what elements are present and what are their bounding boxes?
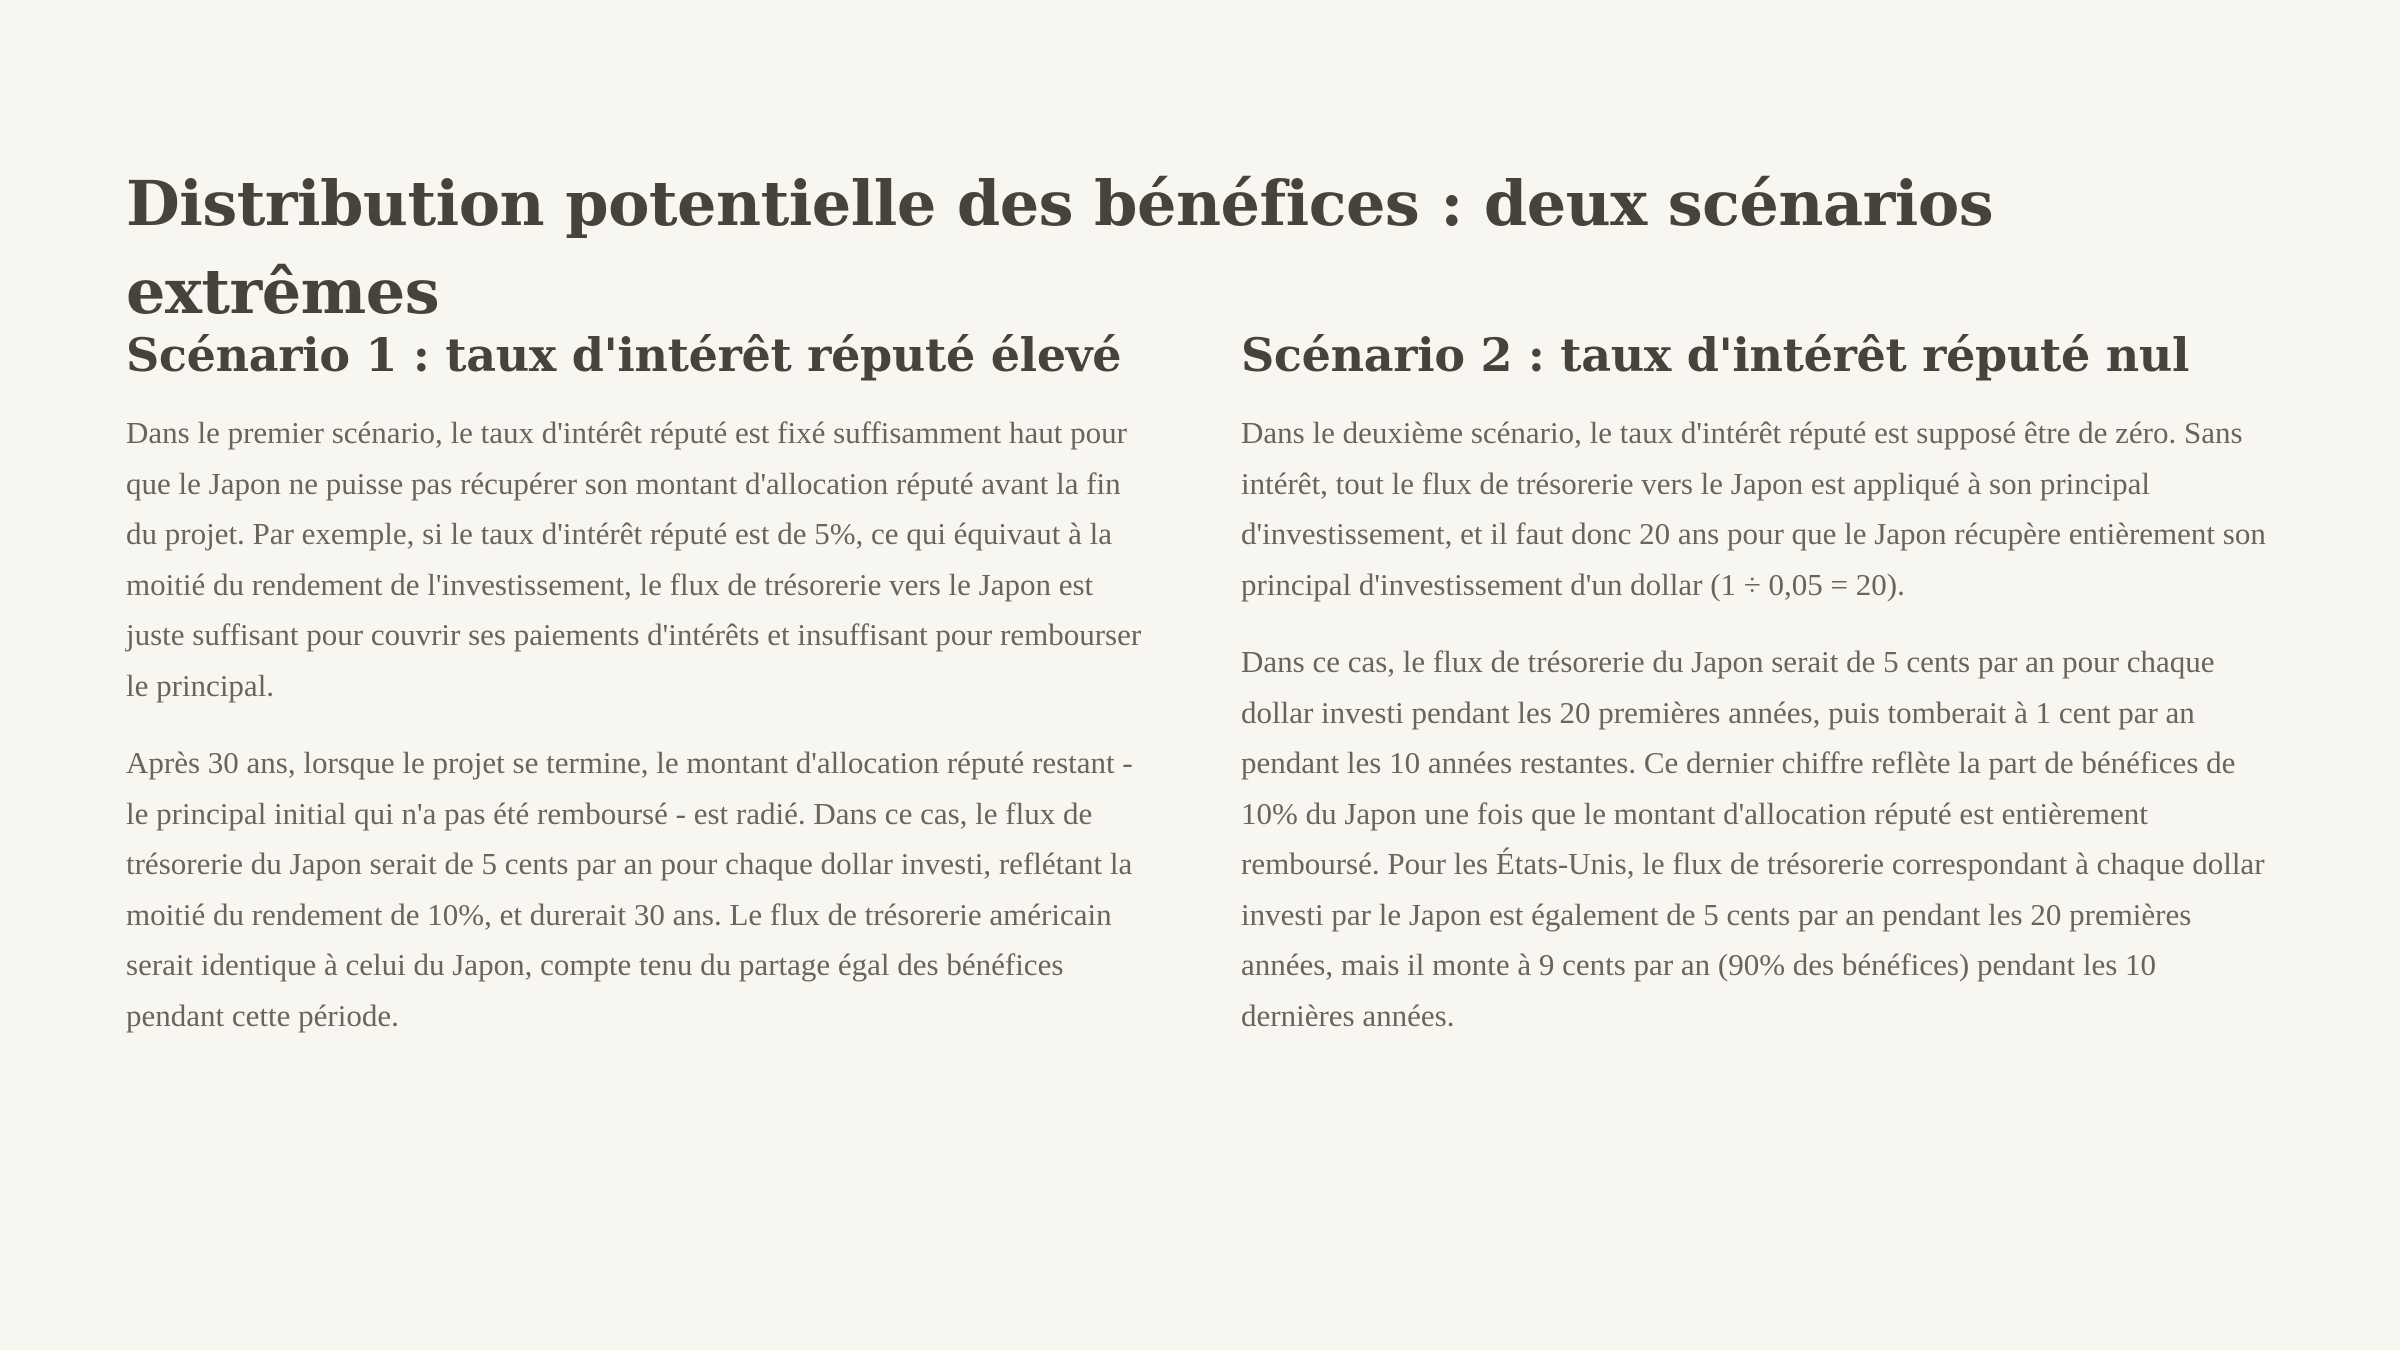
scenario-1-column <box>126 320 1156 1068</box>
slide <box>126 160 2274 1033</box>
scenario-2-heading: Scénario 2 : taux d'intérêt réputé nul <box>1241 328 2190 382</box>
scenario-1-paragraph-2: Après 30 ans, lorsque le projet se termine, le montant d'allocation réputé restant - le principal initial qui n'a pas été remboursé - est radié. Dans ce cas, le flux de trésorerie du Japon serait de 5 cents par an pour chaque dollar investi, reflétant la moitié du rendement de 10%, et durerait 30 ans. Le flux de trésorerie américain serait identique à celui du Japon, compte tenu du partage égal des bénéfices pendant cette période. <box>126 745 1133 1033</box>
page-title: Distribution potentielle des bénéfices : deux scénarios extrêmes <box>126 167 1994 328</box>
scenario-1-paragraph-1: Dans le premier scénario, le taux d'intérêt réputé est fixé suffisamment haut pour que le Japon ne puisse pas récupérer son montant d'allocation réputé avant la fin du projet. Par exemple, si le taux d'intérêt réputé est de 5%, ce qui équivaut à la moitié du rendement de l'investissement, le flux de trésorerie vers le Japon est juste suffisant pour couvrir ses paiements d'intérêts et insuffisant pour rembourser le principal. <box>126 415 1142 703</box>
scenario-1-heading: Scénario 1 : taux d'intérêt réputé élevé <box>126 328 1122 382</box>
scenario-2-paragraph-2: Dans ce cas, le flux de trésorerie du Japon serait de 5 cents par an pour chaque dollar investi pendant les 20 premières années, puis tomberait à 1 cent par an pendant les 10 années restantes. Ce dernier chiffre reflète la part de bénéfices de 10% du Japon une fois que le montant d'allocation réputé est entièrement remboursé. Pour les États-Unis, le flux de trésorerie correspondant à chaque dollar investi par le Japon est également de 5 cents par an pendant les 20 premières années, mais il monte à 9 cents par an (90% des bénéfices) pendant les 10 dernières années. <box>1241 644 2265 1033</box>
scenario-2-paragraph-1: Dans le deuxième scénario, le taux d'intérêt réputé est supposé être de zéro. Sans intérêt, tout le flux de trésorerie vers le Japon est appliqué à son principal d'investissement, et il faut donc 20 ans pour que le Japon récupère entièrement son principal d'investissement d'un dollar (1 ÷ 0,05 = 20). <box>1241 415 2266 602</box>
scenario-2-column <box>1241 320 2276 1068</box>
